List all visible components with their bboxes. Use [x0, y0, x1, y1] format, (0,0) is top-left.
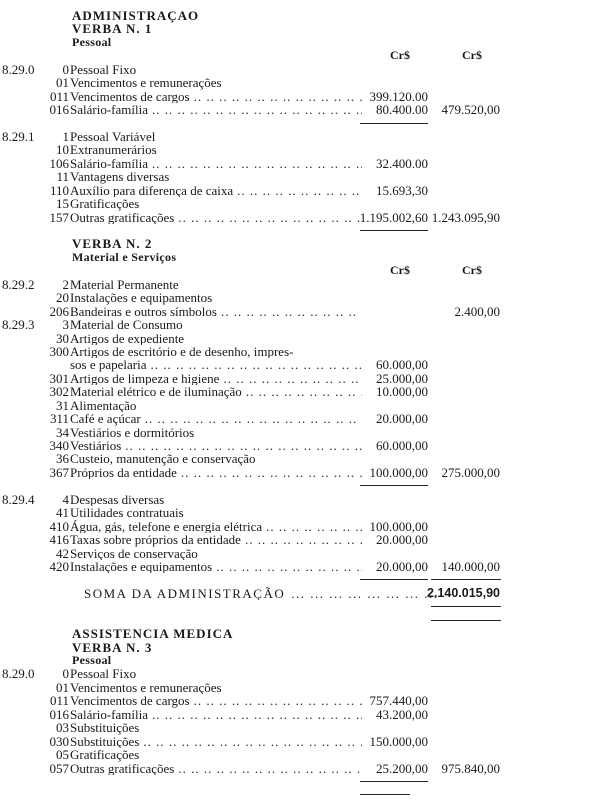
partial-amount: 20.000,00 — [376, 532, 428, 548]
line-item — [0, 547, 610, 560]
line-item — [0, 762, 610, 775]
item-label: Despesas diversas — [70, 492, 165, 507]
item-label: Custeio, manutenção e conservação — [70, 452, 256, 466]
dot-leader — [266, 520, 362, 533]
line-item — [0, 439, 610, 452]
line-item — [0, 170, 610, 183]
line-item — [0, 332, 610, 345]
partial-amount: 100.000,00 — [369, 464, 428, 480]
item-label-cell — [70, 305, 362, 318]
partial-amount: 757.440,00 — [369, 693, 428, 709]
dot-leader — [125, 439, 362, 452]
item-label-cell — [70, 157, 362, 170]
item-label: Vencimentos de cargos — [70, 89, 190, 104]
item-label-cell — [70, 533, 362, 546]
line-item — [0, 184, 610, 197]
item-label: Material Permanente — [70, 277, 179, 292]
item-label: Outras gratificações — [70, 761, 175, 775]
dot-leader — [181, 466, 362, 479]
dot-leader — [246, 385, 362, 398]
item-number: 0 — [62, 666, 69, 682]
item-label-cell — [70, 143, 362, 156]
item-label: Material elétrico e de iluminação — [70, 385, 242, 399]
item-number: 20 — [56, 290, 69, 306]
item-label: Bandeiras e outros símbolos — [70, 304, 217, 319]
subsection-heading: Material e Serviços — [72, 249, 177, 264]
item-label-cell — [70, 560, 362, 573]
partial-amount: 32.400.00 — [376, 155, 428, 171]
partial-amount: 80.400.00 — [376, 102, 428, 118]
line-item — [0, 305, 610, 318]
item-label: Auxílio para diferença de caixa — [70, 183, 234, 198]
item-label-cell — [70, 211, 362, 224]
line-item — [0, 667, 610, 680]
item-label-cell — [70, 547, 362, 560]
item-number: 106 — [49, 155, 69, 171]
item-number: 030 — [49, 733, 69, 749]
item-label: Extranumerários — [70, 143, 157, 157]
item-label-cell — [70, 708, 362, 721]
item-number: 016 — [49, 706, 69, 722]
item-label-cell — [70, 466, 362, 479]
column-header-partial: Cr$ — [390, 263, 410, 278]
line-item — [0, 90, 610, 103]
item-label-cell — [70, 762, 362, 775]
partial-amount: 60.000,00 — [376, 357, 428, 373]
item-label-cell — [70, 694, 362, 707]
item-label: Pessoal Fixo — [70, 667, 137, 681]
account-code: 8.29.4 — [2, 491, 35, 507]
item-number: 11 — [56, 169, 69, 185]
item-number: 10 — [56, 142, 69, 158]
dot-leader — [223, 372, 362, 385]
item-number: 011 — [49, 693, 69, 709]
item-number: 01 — [56, 75, 69, 91]
dot-leader — [152, 103, 362, 116]
sub-row — [0, 36, 610, 49]
item-label: Substituições — [70, 721, 140, 735]
line-item — [0, 721, 610, 734]
item-number: 03 — [56, 720, 69, 736]
item-label: Próprios da entidade — [70, 465, 177, 480]
dot-leader — [152, 708, 362, 721]
item-number: 4 — [62, 491, 69, 507]
line-item — [0, 412, 610, 425]
item-number: 30 — [56, 330, 69, 346]
line-item — [0, 130, 610, 143]
line-item — [0, 63, 610, 76]
account-code: 8.29.1 — [2, 128, 35, 144]
line-item — [0, 278, 610, 291]
item-label: Instalações e equipamentos — [70, 291, 213, 305]
colhead-row — [0, 49, 610, 62]
item-label-cell — [70, 439, 362, 452]
dot-leader — [194, 90, 362, 103]
item-number: 3 — [62, 317, 69, 333]
head-row — [0, 237, 610, 250]
item-number: 36 — [56, 451, 69, 467]
rule-row — [0, 117, 610, 130]
item-label: Vencimentos e remunerações — [70, 76, 222, 90]
item-number: 110 — [49, 182, 69, 198]
line-item — [0, 103, 610, 116]
item-label-cell — [70, 667, 362, 680]
item-label-cell — [70, 170, 362, 183]
budget-document — [0, 9, 610, 802]
line-item — [0, 506, 610, 519]
line-item — [0, 157, 610, 170]
item-label-cell — [70, 130, 362, 143]
account-code: 8.29.0 — [2, 666, 35, 682]
item-number: 367 — [49, 464, 69, 480]
dot-leader — [151, 358, 362, 371]
item-number: 340 — [49, 438, 69, 453]
line-item — [0, 399, 610, 412]
item-label-cell — [70, 332, 362, 345]
dot-leader — [143, 735, 362, 748]
grand-total-label-cell — [84, 587, 444, 600]
item-number: 0 — [62, 61, 69, 77]
item-label: Vencimentos de cargos — [70, 694, 190, 708]
dot-leader — [152, 157, 362, 170]
item-label: Salário-família — [70, 156, 148, 171]
underline-rule — [431, 606, 501, 607]
sub-row — [0, 654, 610, 667]
head-row — [0, 641, 610, 654]
line-item — [0, 426, 610, 439]
item-label: Pessoal Variável — [70, 129, 156, 144]
dot-leader — [216, 560, 362, 573]
underline-rule — [360, 123, 428, 124]
item-number: 2 — [62, 276, 69, 292]
line-item — [0, 372, 610, 385]
item-label-cell — [70, 426, 362, 439]
item-label: Serviços de conservação — [70, 546, 198, 560]
underline-rule — [431, 579, 501, 580]
item-label: Alimentação — [70, 398, 137, 413]
item-number: 057 — [49, 760, 69, 776]
item-label-cell — [70, 358, 362, 371]
head-row — [0, 22, 610, 35]
line-item — [0, 520, 610, 533]
dot-leader — [178, 211, 362, 224]
underline-rule — [360, 485, 428, 486]
item-number: 302 — [49, 384, 69, 400]
item-label: Gratificações — [70, 197, 140, 211]
item-number: 1 — [62, 128, 69, 144]
section-heading: VERBA N. 3 — [72, 639, 153, 655]
line-item — [0, 681, 610, 694]
line-item — [0, 708, 610, 721]
partial-amount: 20.000,00 — [376, 558, 428, 574]
item-label: Salário-família — [70, 707, 148, 722]
item-label: Taxas sobre próprios da entidade — [70, 533, 241, 547]
item-label-cell — [70, 748, 362, 761]
item-label-cell — [70, 76, 362, 89]
item-label-cell — [70, 399, 362, 412]
section-heading: VERBA N. 1 — [72, 21, 153, 37]
account-code: 8.29.0 — [2, 61, 35, 77]
rule-row — [0, 479, 610, 492]
dot-leader — [245, 533, 362, 546]
section-heading: ADMINISTRAÇAO — [72, 8, 200, 23]
item-label-cell — [70, 184, 362, 197]
underline-rule — [360, 230, 428, 231]
item-label-cell — [70, 278, 362, 291]
partial-amount: 60.000,00 — [376, 438, 428, 453]
item-label: Artigos de expediente — [70, 331, 185, 345]
rule-row — [0, 224, 610, 237]
total-amount: 479.520,00 — [441, 102, 500, 118]
item-label: Salário-família — [70, 103, 148, 117]
line-item — [0, 211, 610, 224]
item-number: 011 — [49, 88, 69, 104]
soma-row — [0, 587, 610, 600]
item-label-cell — [70, 681, 362, 694]
grand-total-amount: 2.140.015,90 — [427, 585, 500, 600]
account-code: 8.29.2 — [2, 276, 35, 292]
item-number: 311 — [49, 411, 69, 427]
rule-row — [0, 573, 610, 586]
dot-leader — [237, 184, 362, 197]
line-item — [0, 143, 610, 156]
item-label: Outras gratificações — [70, 210, 175, 225]
line-item — [0, 291, 610, 304]
item-number: 420 — [49, 558, 69, 574]
item-label-cell — [70, 385, 362, 398]
item-label: Vestiários e dormitórios — [70, 425, 195, 440]
column-header-total: Cr$ — [462, 263, 482, 278]
account-code: 8.29.3 — [2, 317, 35, 333]
item-number: 41 — [56, 505, 69, 521]
item-label-cell — [70, 735, 362, 748]
item-label: Vestiários — [70, 439, 122, 453]
item-label: Substituições — [70, 734, 140, 749]
item-label: Vantagens diversas — [70, 170, 170, 184]
partial-amount: 10.000,00 — [376, 384, 428, 400]
item-label-cell — [70, 291, 362, 304]
item-number: 206 — [49, 303, 69, 319]
item-number: 31 — [56, 397, 69, 413]
total-amount: 2.400,00 — [454, 303, 500, 319]
line-item — [0, 533, 610, 546]
dot-leader — [145, 412, 362, 425]
partial-amount: 100.000,00 — [369, 518, 428, 534]
subsection-heading: Pessoal — [72, 34, 112, 49]
grand-total-label: SOMA DA ADMINISTRAÇÃO — [84, 586, 286, 601]
underline-rule — [360, 579, 428, 580]
line-item — [0, 318, 610, 331]
partial-amount: 150.000,00 — [369, 733, 428, 749]
total-amount: 140.000,00 — [441, 558, 500, 574]
item-label: Pessoal Fixo — [70, 62, 137, 77]
subsection-heading: Pessoal — [72, 653, 112, 667]
head-row — [0, 627, 610, 640]
item-label-cell — [70, 63, 362, 76]
partial-amount: 1.195.002,60 — [359, 209, 428, 225]
partial-amount: 399.120.00 — [369, 88, 428, 104]
item-label-cell — [70, 345, 362, 358]
item-label-cell — [70, 103, 362, 116]
line-item — [0, 452, 610, 465]
underline-rule — [360, 794, 410, 795]
item-number: 42 — [56, 545, 69, 561]
line-item — [0, 466, 610, 479]
item-label: Vencimentos e remunerações — [70, 680, 222, 695]
item-label: Utilidades contratuais — [70, 506, 184, 520]
line-item — [0, 694, 610, 707]
item-label-cell — [70, 372, 362, 385]
partial-amount: 25.000,00 — [376, 370, 428, 386]
item-number: 301 — [49, 370, 69, 386]
item-label: Instalações e equipamentos — [70, 559, 213, 574]
line-item — [0, 385, 610, 398]
item-label-cell — [70, 197, 362, 210]
rule-row — [0, 788, 610, 801]
item-number: 300 — [49, 343, 69, 359]
item-label: Água, gás, telefone e energia elétrica — [70, 519, 263, 534]
head-row — [0, 9, 610, 22]
item-label-cell — [70, 721, 362, 734]
sub-row — [0, 251, 610, 264]
line-item — [0, 748, 610, 761]
item-number: 157 — [49, 209, 69, 225]
item-label: Artigos de escritório e de desenho, impres- — [70, 344, 294, 359]
section-heading: ASSISTENCIA MEDICA — [72, 626, 234, 642]
item-label: Café e açúcar — [70, 412, 141, 426]
partial-amount: 25.200,00 — [376, 760, 428, 776]
partial-amount: 15.693,30 — [376, 182, 428, 198]
dot-leader — [178, 762, 362, 775]
item-label: Material de Consumo — [70, 318, 183, 332]
item-label-cell — [70, 318, 362, 331]
partial-amount: 20.000,00 — [376, 411, 428, 427]
dot-leader — [194, 694, 362, 707]
line-item — [0, 493, 610, 506]
item-label: Gratificações — [70, 748, 140, 762]
item-label: Artigos de limpeza e higiene — [70, 371, 220, 386]
line-item — [0, 358, 610, 371]
item-label-cell — [70, 520, 362, 533]
colhead-row — [0, 264, 610, 277]
item-label-cell — [70, 412, 362, 425]
rule-row — [0, 614, 610, 627]
item-number: 016 — [49, 102, 69, 118]
line-item — [0, 560, 610, 573]
item-label-cell — [70, 90, 362, 103]
item-label-cell — [70, 506, 362, 519]
column-header-total: Cr$ — [462, 48, 482, 63]
item-number: 15 — [56, 196, 69, 212]
column-header-partial: Cr$ — [390, 48, 410, 63]
line-item — [0, 345, 610, 358]
total-amount: 975.840,00 — [441, 760, 500, 776]
item-number: 34 — [56, 424, 69, 440]
item-number: 410 — [49, 518, 69, 534]
item-number: 416 — [49, 532, 69, 548]
rule-row — [0, 600, 610, 613]
rule-row — [0, 775, 610, 788]
total-amount: 1.243.095,90 — [431, 209, 500, 225]
total-amount: 275.000,00 — [441, 464, 500, 480]
line-item — [0, 197, 610, 210]
underline-rule — [431, 620, 501, 621]
section-heading: VERBA N. 2 — [72, 236, 153, 252]
item-number: 01 — [56, 679, 69, 695]
item-number: 05 — [56, 747, 69, 763]
partial-amount: 43.200,00 — [376, 706, 428, 722]
item-label-cell — [70, 452, 362, 465]
line-item — [0, 735, 610, 748]
dot-leader — [221, 305, 362, 318]
item-label: sos e papelaria — [70, 358, 147, 372]
line-item — [0, 76, 610, 89]
underline-rule — [360, 781, 428, 782]
dot-leader — [291, 587, 444, 600]
item-label-cell — [70, 493, 362, 506]
